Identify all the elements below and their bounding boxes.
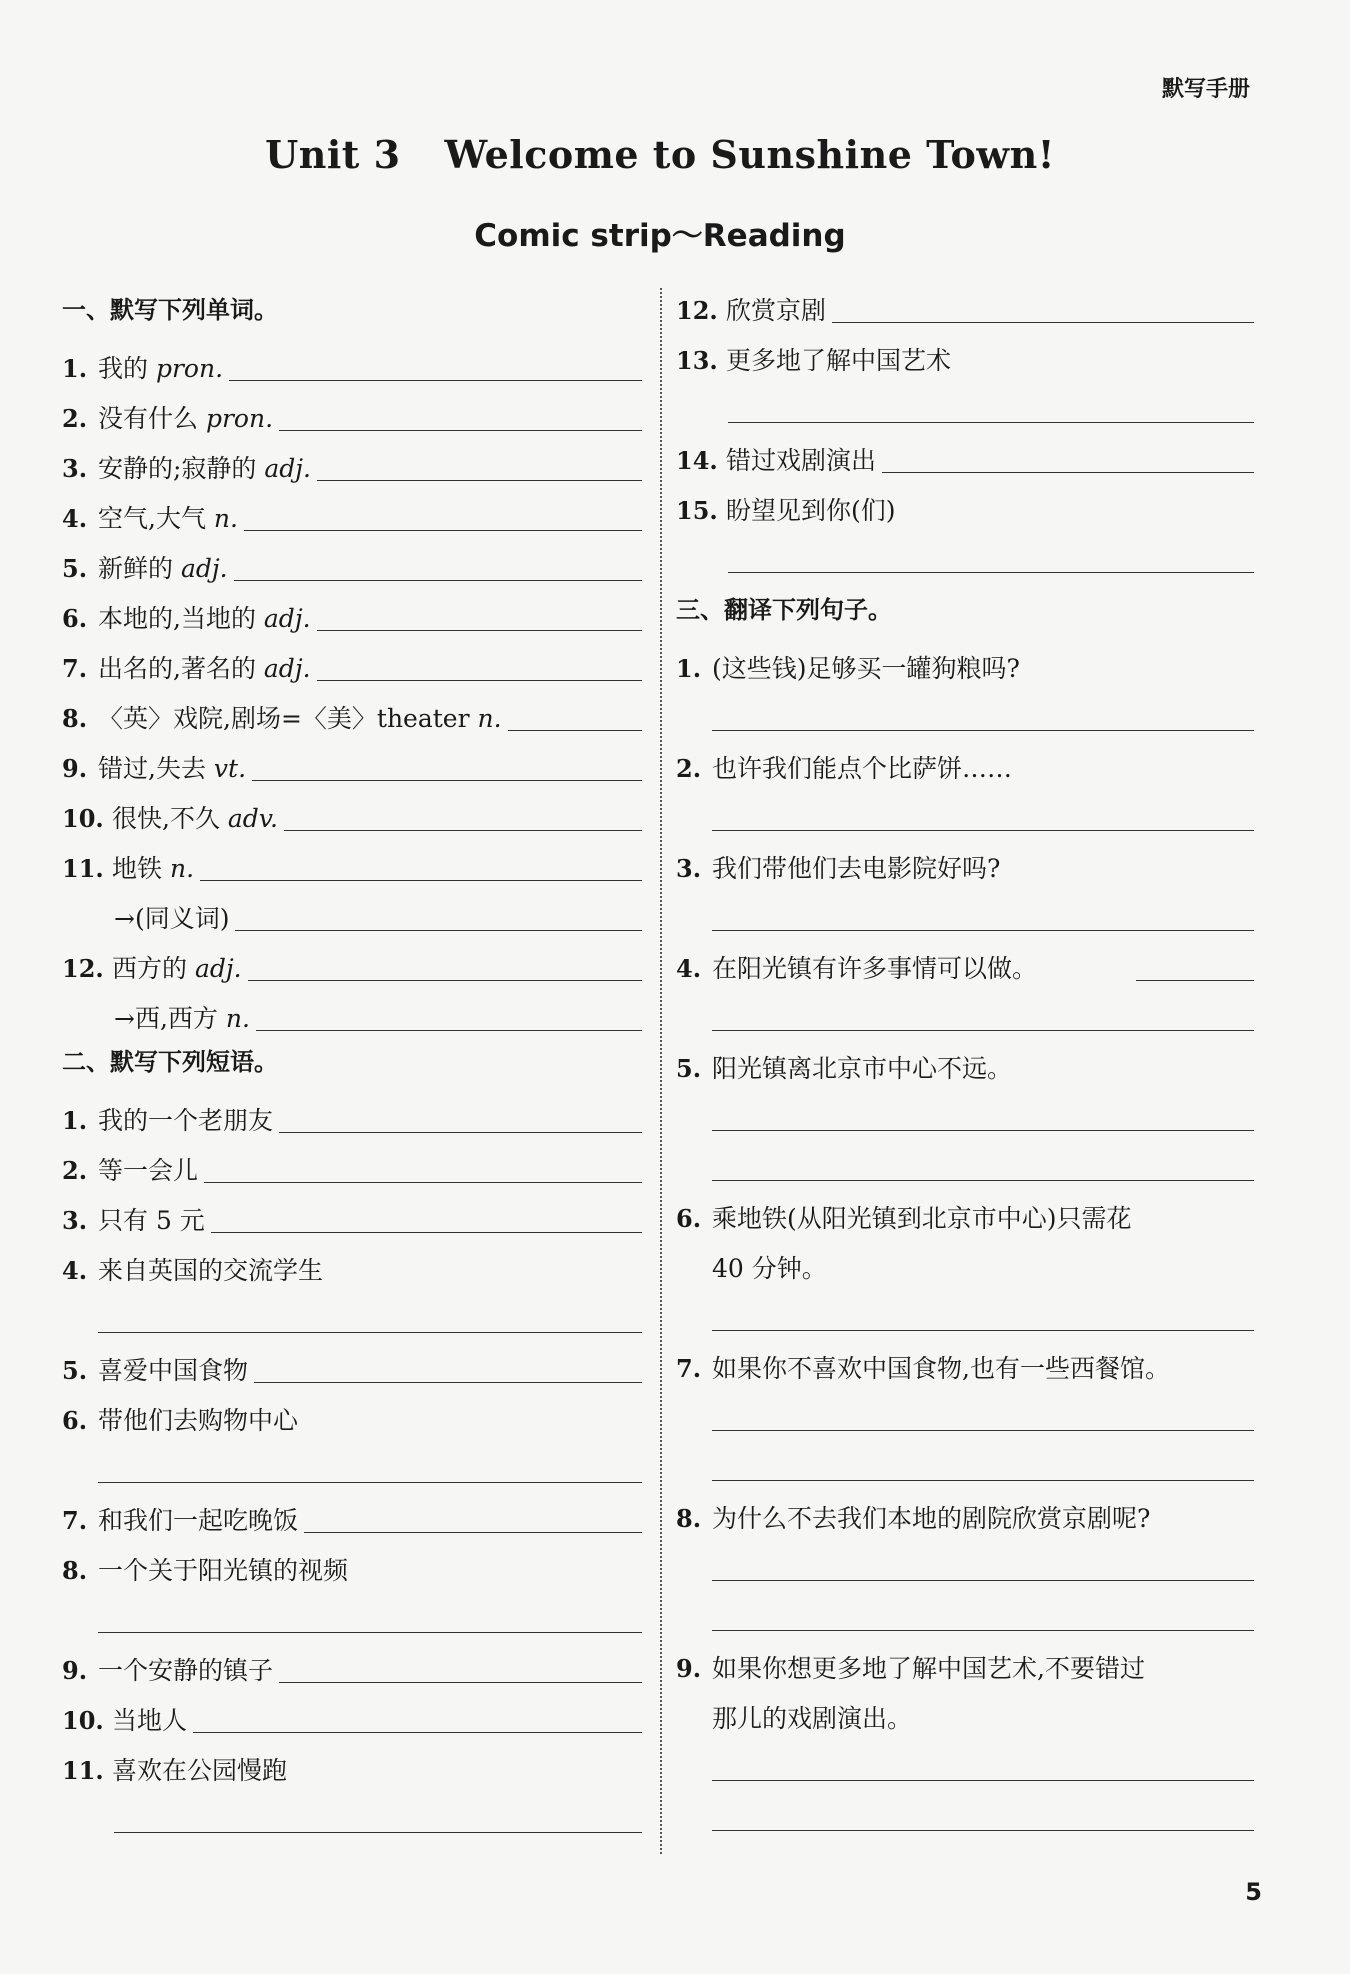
item-number: 3. bbox=[62, 454, 88, 483]
item-number: 5. bbox=[62, 1356, 88, 1385]
item-prompt: 更多地了解中国艺术 bbox=[726, 346, 952, 375]
item-prompt: 没有什么 bbox=[98, 404, 199, 433]
item-prompt: 喜爱中国食物 bbox=[98, 1356, 249, 1385]
page-number: 5 bbox=[1245, 1878, 1262, 1906]
answer-blank[interactable] bbox=[712, 1430, 1254, 1431]
column-divider bbox=[660, 288, 662, 1854]
answer-blank[interactable] bbox=[98, 1482, 642, 1483]
word-item-8 bbox=[62, 687, 642, 737]
phrase-item-12 bbox=[676, 285, 1254, 329]
item-prompt: 只有 5 元 bbox=[98, 1206, 205, 1235]
item-number: 7. bbox=[62, 654, 88, 683]
item-number: 10. bbox=[62, 804, 104, 833]
item-number: 5. bbox=[62, 554, 88, 583]
item-prompt: 空气,大气 bbox=[98, 504, 206, 533]
answer-blank[interactable] bbox=[193, 1732, 642, 1733]
word-item-5 bbox=[62, 537, 642, 587]
phrase-item-1 bbox=[62, 1089, 642, 1139]
answer-blank[interactable] bbox=[211, 1232, 642, 1233]
answer-blank[interactable] bbox=[712, 1830, 1254, 1831]
answer-blank[interactable] bbox=[728, 572, 1254, 573]
item-prompt: 我的一个老朋友 bbox=[98, 1106, 274, 1135]
item-prompt: (这些钱)足够买一罐狗粮吗? bbox=[712, 654, 1020, 683]
answer-blank[interactable] bbox=[712, 1480, 1254, 1481]
item-prompt: 地铁 bbox=[112, 854, 163, 883]
answer-blank[interactable] bbox=[712, 1330, 1254, 1331]
answer-blank[interactable] bbox=[256, 1030, 642, 1031]
answer-blank[interactable] bbox=[204, 1182, 642, 1183]
sentence-item-3 bbox=[676, 837, 1254, 887]
answer-blank[interactable] bbox=[248, 980, 642, 981]
sentence-item-8 bbox=[676, 1487, 1254, 1537]
item-number: 10. bbox=[62, 1706, 104, 1735]
item-prompt: 我的 bbox=[98, 354, 149, 383]
phrase-item-13 bbox=[676, 329, 1254, 379]
item-number: 4. bbox=[676, 954, 702, 983]
answer-blank[interactable] bbox=[304, 1532, 642, 1533]
item-number: 4. bbox=[62, 504, 88, 533]
part-of-speech: pron. bbox=[155, 354, 224, 383]
part-of-speech: adj. bbox=[194, 954, 242, 983]
item-text bbox=[98, 351, 223, 387]
answer-blank[interactable] bbox=[284, 830, 642, 831]
item-prompt: 为什么不去我们本地的剧院欣赏京剧呢? bbox=[712, 1504, 1151, 1533]
item-number: 8. bbox=[62, 1556, 88, 1585]
answer-blank[interactable] bbox=[712, 730, 1254, 731]
sentence-item-1 bbox=[676, 637, 1254, 687]
item-number: 2. bbox=[62, 1156, 88, 1185]
section-words-title: 一、默写下列单词。 bbox=[62, 296, 278, 324]
item-number: 3. bbox=[62, 1206, 88, 1235]
item-prompt: 乘地铁(从阳光镇到北京市中心)只需花 bbox=[712, 1204, 1132, 1233]
phrase-item-15-line bbox=[676, 529, 1254, 579]
item-prompt: 〈英〉戏院,剧场=〈美〉theater bbox=[98, 704, 470, 733]
answer-blank[interactable] bbox=[712, 1130, 1254, 1131]
answer-blank[interactable] bbox=[235, 930, 642, 931]
item-prompt-continued: 40 分钟。 bbox=[712, 1254, 827, 1283]
item-number: 3. bbox=[676, 854, 702, 883]
part-of-speech: adj. bbox=[180, 554, 228, 583]
item-number: 6. bbox=[62, 604, 88, 633]
answer-blank[interactable] bbox=[712, 1180, 1254, 1181]
word-item-9 bbox=[62, 737, 642, 787]
answer-blank[interactable] bbox=[317, 680, 642, 681]
item-number: 7. bbox=[62, 1506, 88, 1535]
item-number: 11. bbox=[62, 854, 104, 883]
item-prompt-continued: 那儿的戏剧演出。 bbox=[712, 1704, 913, 1733]
sentence-item-7-line-1 bbox=[676, 1387, 1254, 1437]
part-of-speech: pron. bbox=[205, 404, 274, 433]
sentence-item-1-line bbox=[676, 687, 1254, 737]
answer-blank[interactable] bbox=[234, 580, 642, 581]
sentence-item-7-line-2 bbox=[676, 1437, 1254, 1487]
sentence-item-4 bbox=[676, 937, 1254, 987]
item-text bbox=[112, 851, 194, 887]
sentence-item-9-line-2 bbox=[676, 1787, 1254, 1837]
item-number: 5. bbox=[676, 1054, 702, 1083]
answer-blank[interactable] bbox=[832, 322, 1254, 323]
item-prompt: 盼望见到你(们) bbox=[726, 496, 896, 525]
sentence-item-6-cont bbox=[676, 1237, 1254, 1287]
item-prompt: 一个安静的镇子 bbox=[98, 1656, 274, 1685]
item-text bbox=[98, 551, 228, 587]
item-prompt: 很快,不久 bbox=[112, 804, 220, 833]
part-of-speech: adv. bbox=[227, 804, 278, 833]
item-number: 1. bbox=[676, 654, 702, 683]
phrase-item-8 bbox=[62, 1539, 642, 1589]
answer-blank[interactable] bbox=[712, 830, 1254, 831]
item-text bbox=[114, 1001, 250, 1037]
word-item-2 bbox=[62, 387, 642, 437]
answer-blank[interactable] bbox=[279, 430, 642, 431]
sentence-item-3-line bbox=[676, 887, 1254, 937]
word-item-10 bbox=[62, 787, 642, 837]
part-of-speech: n. bbox=[225, 1004, 250, 1033]
item-number: 6. bbox=[62, 1406, 88, 1435]
item-text bbox=[98, 651, 311, 687]
part-of-speech: adj. bbox=[263, 604, 311, 633]
item-prompt: 错过戏剧演出 bbox=[726, 446, 877, 475]
answer-blank[interactable] bbox=[882, 472, 1254, 473]
item-prompt: 也许我们能点个比萨饼…… bbox=[712, 754, 1013, 783]
sentence-item-9 bbox=[676, 1637, 1254, 1687]
answer-blank[interactable] bbox=[712, 1580, 1254, 1581]
sentence-item-9-cont bbox=[676, 1687, 1254, 1737]
answer-blank[interactable] bbox=[229, 380, 642, 381]
item-text bbox=[112, 951, 242, 987]
phrase-item-9 bbox=[62, 1639, 642, 1689]
phrase-item-4-line bbox=[62, 1289, 642, 1339]
item-text bbox=[98, 501, 238, 537]
item-number: 6. bbox=[676, 1204, 702, 1233]
item-text bbox=[98, 601, 311, 637]
item-prompt: 和我们一起吃晚饭 bbox=[98, 1506, 299, 1535]
phrase-item-5 bbox=[62, 1339, 642, 1389]
item-prompt: 欣赏京剧 bbox=[726, 296, 827, 325]
sentence-item-5-line-2 bbox=[676, 1137, 1254, 1187]
answer-blank[interactable] bbox=[254, 1382, 642, 1383]
item-prompt: 本地的,当地的 bbox=[98, 604, 256, 633]
phrase-item-11-line bbox=[62, 1789, 642, 1839]
answer-blank[interactable] bbox=[244, 530, 642, 531]
sentence-item-7 bbox=[676, 1337, 1254, 1387]
answer-blank[interactable] bbox=[712, 930, 1254, 931]
part-of-speech: n. bbox=[213, 504, 238, 533]
page-subtitle: Comic strip～Reading bbox=[474, 218, 846, 254]
answer-blank[interactable] bbox=[200, 880, 642, 881]
item-prompt: 西方的 bbox=[112, 954, 188, 983]
item-prompt: →(同义词) bbox=[114, 904, 230, 933]
item-prompt: 一个关于阳光镇的视频 bbox=[98, 1556, 349, 1585]
answer-blank[interactable] bbox=[98, 1332, 642, 1333]
word-item-7 bbox=[62, 637, 642, 687]
item-prompt: 带他们去购物中心 bbox=[98, 1406, 299, 1435]
word-item-4 bbox=[62, 487, 642, 537]
left-column bbox=[62, 285, 642, 1839]
item-prompt: 在阳光镇有许多事情可以做。 bbox=[712, 954, 1038, 983]
item-prompt: 阳光镇离北京市中心不远。 bbox=[712, 1054, 1013, 1083]
phrase-item-2 bbox=[62, 1139, 642, 1189]
item-number: 8. bbox=[676, 1504, 702, 1533]
item-prompt: 如果你不喜欢中国食物,也有一些西餐馆。 bbox=[712, 1354, 1170, 1383]
word-item-6 bbox=[62, 587, 642, 637]
phrase-item-11 bbox=[62, 1739, 642, 1789]
phrase-item-6 bbox=[62, 1389, 642, 1439]
answer-blank[interactable] bbox=[252, 780, 642, 781]
page-title bbox=[0, 132, 1320, 177]
sentence-item-5-line-1 bbox=[676, 1087, 1254, 1137]
item-prompt: →西,西方 bbox=[114, 1004, 218, 1033]
item-prompt: 新鲜的 bbox=[98, 554, 174, 583]
phrase-item-13-line bbox=[676, 379, 1254, 429]
unit-label: Unit 3 bbox=[265, 132, 401, 177]
answer-blank[interactable] bbox=[279, 1682, 642, 1683]
item-number: 9. bbox=[62, 754, 88, 783]
sentence-item-2-line bbox=[676, 787, 1254, 837]
answer-blank[interactable] bbox=[98, 1632, 642, 1633]
section-sentences-title: 三、翻译下列句子。 bbox=[676, 596, 892, 624]
sentence-item-5 bbox=[676, 1037, 1254, 1087]
phrase-item-8-line bbox=[62, 1589, 642, 1639]
item-number: 2. bbox=[676, 754, 702, 783]
sentence-item-6 bbox=[676, 1187, 1254, 1237]
phrase-item-10 bbox=[62, 1689, 642, 1739]
answer-blank[interactable] bbox=[114, 1832, 642, 1833]
item-prompt: 我们带他们去电影院好吗? bbox=[712, 854, 1001, 883]
item-text bbox=[112, 801, 278, 837]
item-number: 9. bbox=[62, 1656, 88, 1685]
item-text bbox=[98, 751, 246, 787]
sentence-item-8-line-1 bbox=[676, 1537, 1254, 1587]
unit-title: Welcome to Sunshine Town! bbox=[444, 132, 1055, 177]
item-number: 14. bbox=[676, 446, 718, 475]
item-number: 1. bbox=[62, 354, 88, 383]
answer-blank[interactable] bbox=[1136, 980, 1254, 981]
item-prompt: 来自英国的交流学生 bbox=[98, 1256, 324, 1285]
word-item-1 bbox=[62, 337, 642, 387]
answer-blank[interactable] bbox=[317, 480, 642, 481]
phrase-item-7 bbox=[62, 1489, 642, 1539]
word-item-11-synonym bbox=[62, 887, 642, 937]
item-number: 13. bbox=[676, 346, 718, 375]
item-number: 7. bbox=[676, 1354, 702, 1383]
word-item-3 bbox=[62, 437, 642, 487]
item-number: 4. bbox=[62, 1256, 88, 1285]
item-prompt: 当地人 bbox=[112, 1706, 188, 1735]
item-prompt: 安静的;寂静的 bbox=[98, 454, 257, 483]
phrase-item-4 bbox=[62, 1239, 642, 1289]
answer-blank[interactable] bbox=[279, 1132, 642, 1133]
header-label: 默写手册 bbox=[1161, 77, 1250, 102]
item-text bbox=[98, 701, 502, 737]
right-column bbox=[676, 285, 1254, 1837]
item-number: 11. bbox=[62, 1756, 104, 1785]
part-of-speech: adj. bbox=[263, 654, 311, 683]
item-prompt: 等一会儿 bbox=[98, 1156, 199, 1185]
item-number: 12. bbox=[62, 954, 104, 983]
phrase-item-6-line bbox=[62, 1439, 642, 1489]
item-prompt: 出名的,著名的 bbox=[98, 654, 256, 683]
item-prompt: 错过,失去 bbox=[98, 754, 206, 783]
sentence-item-4-line bbox=[676, 987, 1254, 1037]
part-of-speech: n. bbox=[169, 854, 195, 883]
word-item-11 bbox=[62, 837, 642, 887]
item-text bbox=[98, 451, 311, 487]
answer-blank[interactable] bbox=[712, 1630, 1254, 1631]
item-number: 2. bbox=[62, 404, 88, 433]
phrase-item-14 bbox=[676, 429, 1254, 479]
sentence-item-2 bbox=[676, 737, 1254, 787]
item-number: 15. bbox=[676, 496, 718, 525]
item-prompt: 如果你想更多地了解中国艺术,不要错过 bbox=[712, 1654, 1145, 1683]
item-prompt: 喜欢在公园慢跑 bbox=[112, 1756, 288, 1785]
item-number: 8. bbox=[62, 704, 88, 733]
item-number: 9. bbox=[676, 1654, 702, 1683]
item-text bbox=[98, 401, 273, 437]
word-item-12 bbox=[62, 937, 642, 987]
sentence-item-8-line-2 bbox=[676, 1587, 1254, 1637]
section-phrases-title: 二、默写下列短语。 bbox=[62, 1048, 278, 1076]
sentence-item-9-line-1 bbox=[676, 1737, 1254, 1787]
word-item-12-derived bbox=[62, 987, 642, 1037]
answer-blank[interactable] bbox=[728, 422, 1254, 423]
answer-blank[interactable] bbox=[712, 1030, 1254, 1031]
part-of-speech: adj. bbox=[264, 454, 311, 483]
answer-blank[interactable] bbox=[508, 730, 642, 731]
phrase-item-3 bbox=[62, 1189, 642, 1239]
part-of-speech: n. bbox=[477, 704, 502, 733]
phrase-item-15 bbox=[676, 479, 1254, 529]
item-number: 12. bbox=[676, 296, 718, 325]
part-of-speech: vt. bbox=[213, 754, 247, 783]
answer-blank[interactable] bbox=[712, 1780, 1254, 1781]
item-number: 1. bbox=[62, 1106, 88, 1135]
sentence-item-6-line bbox=[676, 1287, 1254, 1337]
answer-blank[interactable] bbox=[317, 630, 642, 631]
